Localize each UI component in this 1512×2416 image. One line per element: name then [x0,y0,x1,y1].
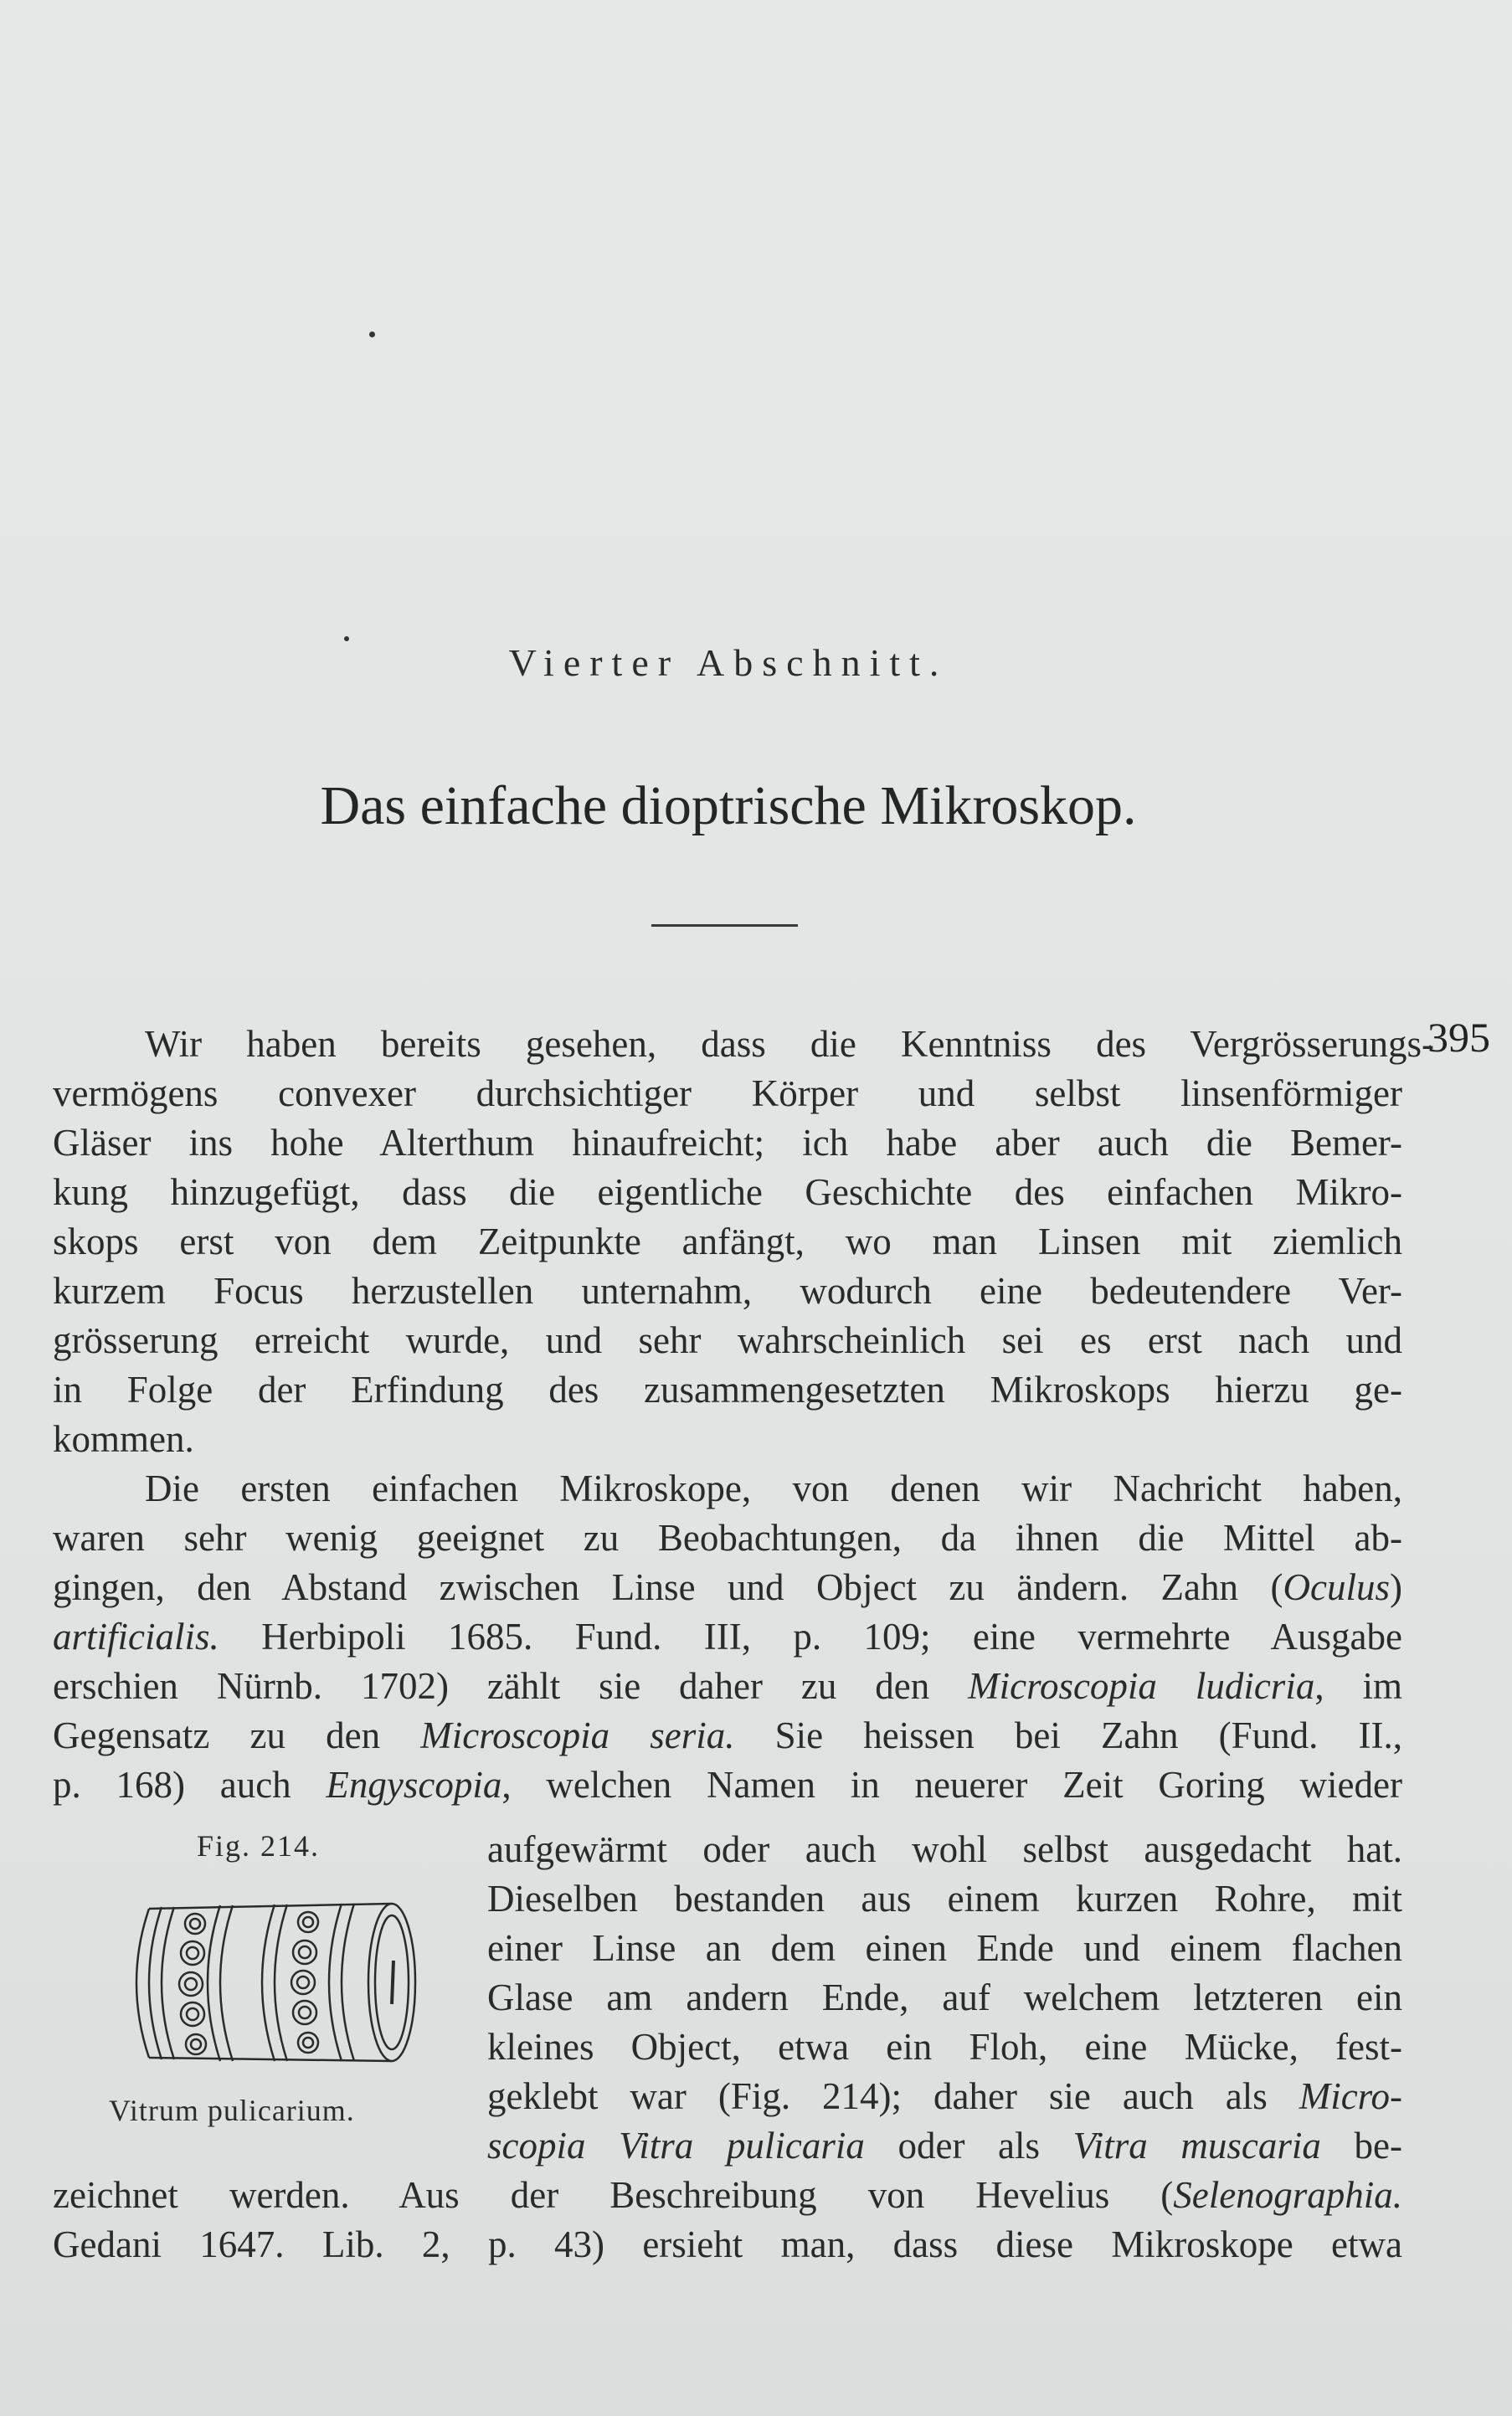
text-line: in Folge der Erfindung des zusammengesetzten Mikroskops hierzu ge- [53,1369,1402,1411]
text-line: aufgewärmt oder auch wohl selbst ausgedacht hat. [487,1828,1402,1870]
paragraph-2-continued [53,2171,1402,2269]
text-line: kurzem Focus herzustellen unternahm, wodurch eine bedeutendere Ver- [53,1270,1402,1312]
text-line: Gläser ins hohe Alterthum hinaufreicht; ich habe aber auch die Bemer- [53,1122,1402,1164]
ink-speck [369,332,375,337]
page-number: 395 [1427,1014,1490,1061]
title-rule [651,924,798,927]
text-line: scopia Vitra pulicaria oder als Vitra muscaria be- [487,2125,1402,2167]
text-line: Dieselben bestanden aus einem kurzen Rohre, mit [487,1878,1402,1920]
vitrum-pulicarium-illustration [116,1882,425,2083]
text-line: kommen. [53,1418,194,1460]
text-line: Wir haben bereits gesehen, dass die Kenntniss des Vergrösserungs- [145,1023,1434,1065]
paragraph-2 [53,1464,1402,1810]
text-line: vermögens convexer durchsichtiger Körper und selbst linsenförmiger [53,1072,1402,1114]
text-line: erschien Nürnb. 1702) zählt sie daher zu den Microscopia ludicria, im [53,1665,1402,1707]
text-line: waren sehr wenig geeignet zu Beobachtungen, da ihnen die Mittel ab- [53,1517,1402,1559]
text-line: Glase am andern Ende, auf welchem letzteren ein [487,1976,1402,2018]
text-line: kleines Object, etwa ein Floh, eine Mücke, fest- [487,2026,1402,2068]
figure-label: Fig. 214. [197,1829,321,1863]
figure-caption: Vitrum pulicarium. [109,2094,355,2127]
text-line: einer Linse an dem einen Ende und einem flachen [487,1927,1402,1969]
text-line: p. 168) auch Engyscopia, welchen Namen in neuerer Zeit Goring wieder [53,1764,1402,1806]
chapter-title: Das einfache dioptrische Mikroskop. [320,775,1137,836]
text-line: grösserung erreicht wurde, und sehr wahrscheinlich sei es erst nach und [53,1319,1402,1361]
text-line: geklebt war (Fig. 214); daher sie auch als Micro- [487,2075,1402,2117]
text-line: skops erst von dem Zeitpunkte anfängt, wo man Linsen mit ziemlich [53,1221,1402,1262]
text-line: artificialis. Herbipoli 1685. Fund. III, p. 109; eine vermehrte Ausgabe [53,1616,1402,1658]
text-line: gingen, den Abstand zwischen Linse und Object zu ändern. Zahn (Oculus) [53,1566,1402,1608]
text-line: Die ersten einfachen Mikroskope, von denen wir Nachricht haben, [145,1468,1402,1509]
figure-side-text [487,1825,1402,2171]
text-line: zeichnet werden. Aus der Beschreibung von Hevelius (Selenographia. [53,2174,1402,2216]
paragraph-1 [53,1020,1434,1464]
section-label: Vierter Abschnitt. [508,641,949,684]
text-line: Gedani 1647. Lib. 2, p. 43) ersieht man, dass diese Mikroskope etwa [53,2223,1402,2265]
text-line: kung hinzugefügt, dass die eigentliche Geschichte des einfachen Mikro- [53,1171,1402,1213]
text-line: Gegensatz zu den Microscopia seria. Sie heissen bei Zahn (Fund. II., [53,1714,1402,1756]
